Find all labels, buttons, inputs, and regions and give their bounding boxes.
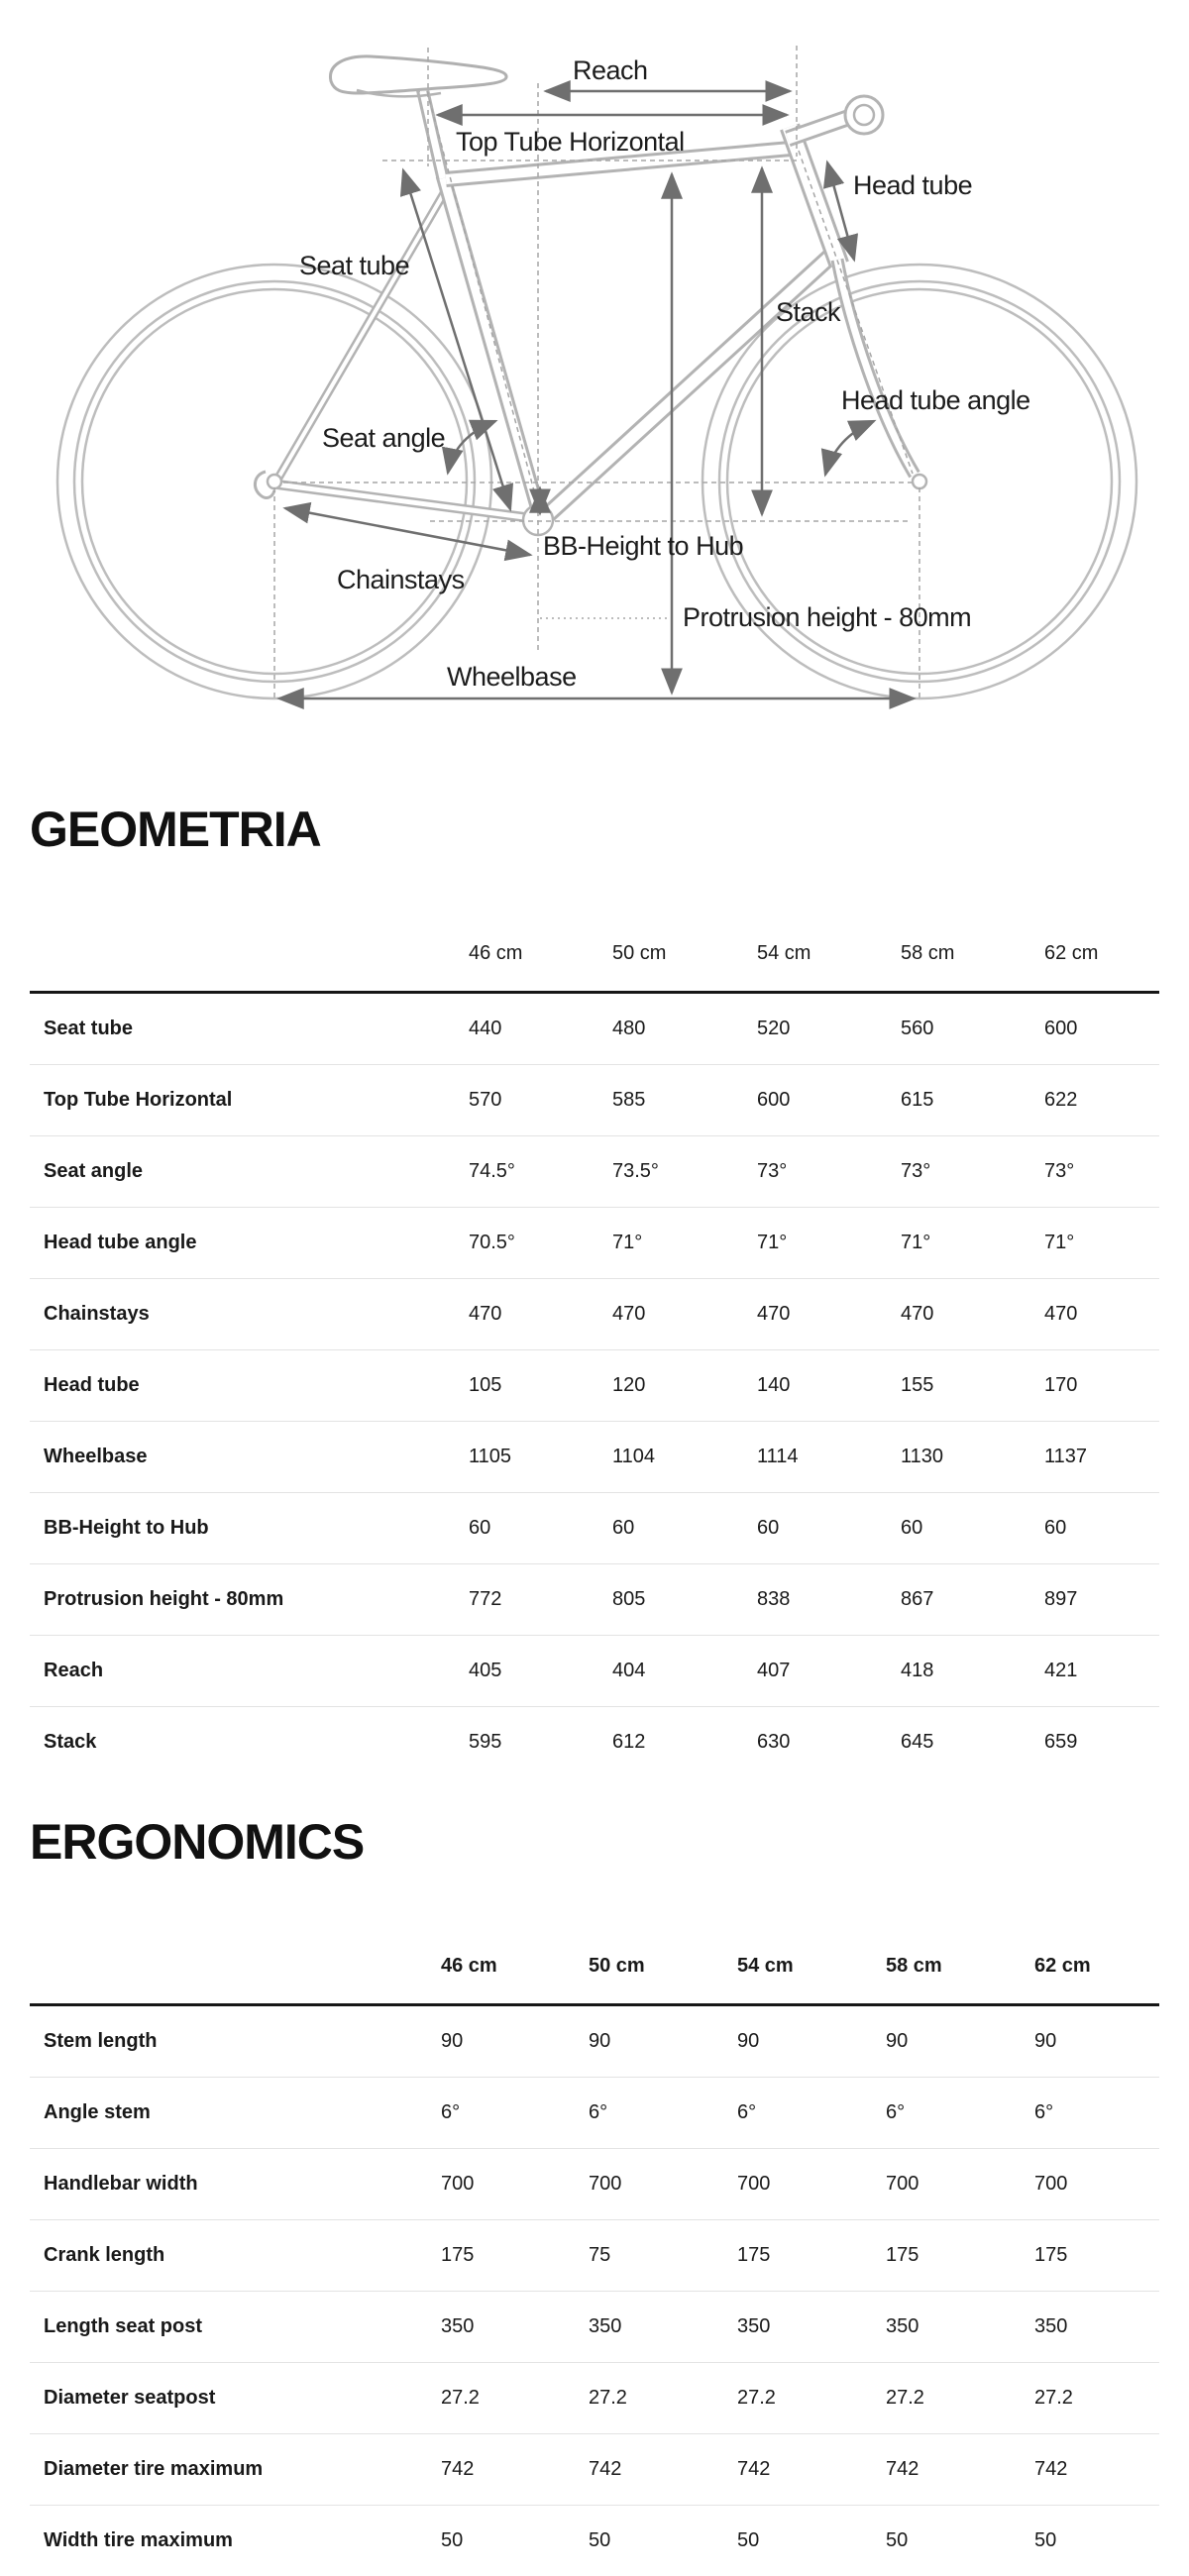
column-header: 54 cm [737,1873,886,2005]
table-row [30,1707,1159,1778]
table-row [30,1564,1159,1636]
cell-value: 585 [612,1065,757,1136]
row-label: Length seat post [30,2292,441,2363]
table-row [30,2149,1159,2220]
geometria-table [30,860,1159,1777]
cell-value: 600 [1044,993,1159,1065]
cell-value: 1104 [612,1422,757,1493]
cell-value: 700 [441,2149,589,2220]
cell-value: 659 [1044,1707,1159,1778]
row-label: Angle stem [30,2078,441,2149]
cell-value: 440 [469,993,612,1065]
table-row [30,1279,1159,1350]
cell-value: 595 [469,1707,612,1778]
cell-value: 73° [757,1136,901,1208]
cell-value: 612 [612,1707,757,1778]
label-top-tube: Top Tube Horizontal [456,127,685,157]
table-row [30,1065,1159,1136]
cell-value: 6° [441,2078,589,2149]
row-label: Handlebar width [30,2149,441,2220]
table-row [30,2078,1159,2149]
cell-value: 90 [737,2005,886,2078]
cell-value: 6° [589,2078,737,2149]
row-label: Head tube angle [30,1208,469,1279]
cell-value: 615 [901,1065,1044,1136]
table-row [30,1136,1159,1208]
row-label: Head tube [30,1350,469,1422]
row-label: Diameter seatpost [30,2363,441,2434]
cell-value: 470 [469,1279,612,1350]
row-label: Stem length [30,2005,441,2078]
cell-value: 520 [757,993,901,1065]
column-header: 50 cm [612,860,757,993]
row-label: Reach [30,1636,469,1707]
column-header-row [30,860,1159,993]
cell-value: 805 [612,1564,757,1636]
cell-value: 560 [901,993,1044,1065]
table-row [30,1350,1159,1422]
cell-value: 350 [886,2292,1034,2363]
cell-value: 60 [612,1493,757,1564]
cell-value: 600 [757,1065,901,1136]
cell-value: 350 [737,2292,886,2363]
table-row [30,2434,1159,2506]
cell-value: 470 [757,1279,901,1350]
table-row [30,2005,1159,2078]
cell-value: 27.2 [737,2363,886,2434]
cell-value: 175 [1034,2220,1159,2292]
label-chainstays: Chainstays [337,565,465,594]
column-header: 50 cm [589,1873,737,2005]
label-protrusion: Protrusion height - 80mm [683,602,971,632]
label-seat-angle: Seat angle [322,423,445,453]
table-row [30,1208,1159,1279]
front-hub [913,475,926,488]
cell-value: 470 [612,1279,757,1350]
ergonomics-table [30,1873,1159,2576]
row-label: Crank length [30,2220,441,2292]
cell-value: 570 [469,1065,612,1136]
cell-value: 90 [441,2005,589,2078]
cell-value: 27.2 [589,2363,737,2434]
cell-value: 418 [901,1636,1044,1707]
table-row [30,1493,1159,1564]
cell-value: 700 [886,2149,1034,2220]
cell-value: 742 [886,2434,1034,2506]
label-wheelbase: Wheelbase [447,662,577,692]
bike-diagram-svg [0,0,1189,763]
cell-value: 60 [469,1493,612,1564]
column-header: 62 cm [1044,860,1159,993]
cell-value: 120 [612,1350,757,1422]
column-header: 54 cm [757,860,901,993]
row-label: BB-Height to Hub [30,1493,469,1564]
cell-value: 50 [589,2506,737,2576]
column-header: 46 cm [469,860,612,993]
section-title-geometria: GEOMETRIA [30,799,1159,860]
row-label: Diameter tire maximum [30,2434,441,2506]
cell-value: 75 [589,2220,737,2292]
cell-value: 27.2 [441,2363,589,2434]
table-row [30,1422,1159,1493]
geometry-section [30,799,1159,1777]
cell-value: 73° [901,1136,1044,1208]
cell-value: 1130 [901,1422,1044,1493]
corner-cell [30,860,469,993]
cell-value: 105 [469,1350,612,1422]
cell-value: 742 [441,2434,589,2506]
cell-value: 60 [1044,1493,1159,1564]
column-header-row [30,1873,1159,2005]
cell-value: 838 [757,1564,901,1636]
ergonomics-section [30,1811,1159,2576]
cell-value: 350 [441,2292,589,2363]
corner-cell [30,1873,441,2005]
saddle [330,56,506,93]
cell-value: 175 [886,2220,1034,2292]
cell-value: 350 [1034,2292,1159,2363]
label-seat-tube: Seat tube [299,251,409,280]
cell-value: 407 [757,1636,901,1707]
cell-value: 71° [612,1208,757,1279]
cell-value: 630 [757,1707,901,1778]
cell-value: 60 [757,1493,901,1564]
cell-value: 50 [1034,2506,1159,2576]
table-row [30,1636,1159,1707]
cell-value: 1105 [469,1422,612,1493]
table-row [30,2220,1159,2292]
cell-value: 6° [737,2078,886,2149]
cell-value: 1114 [757,1422,901,1493]
label-stack: Stack [776,297,841,327]
cell-value: 742 [589,2434,737,2506]
table-row [30,2363,1159,2434]
column-header: 58 cm [901,860,1044,993]
table-row [30,2292,1159,2363]
cell-value: 1137 [1044,1422,1159,1493]
label-head-tube: Head tube [853,170,972,200]
cell-value: 50 [737,2506,886,2576]
cell-value: 480 [612,993,757,1065]
section-title-ergonomics: ERGONOMICS [30,1811,1159,1873]
cell-value: 175 [441,2220,589,2292]
cell-value: 470 [901,1279,1044,1350]
cell-value: 50 [441,2506,589,2576]
handlebar-inner [854,105,874,125]
row-label: Protrusion height - 80mm [30,1564,469,1636]
cell-value: 700 [737,2149,886,2220]
cell-value: 50 [886,2506,1034,2576]
cell-value: 405 [469,1636,612,1707]
cell-value: 772 [469,1564,612,1636]
cell-value: 90 [1034,2005,1159,2078]
column-header: 62 cm [1034,1873,1159,2005]
cell-value: 27.2 [1034,2363,1159,2434]
cell-value: 470 [1044,1279,1159,1350]
bike-geometry-diagram [0,0,1189,763]
cell-value: 700 [1034,2149,1159,2220]
row-label: Top Tube Horizontal [30,1065,469,1136]
cell-value: 73.5° [612,1136,757,1208]
row-label: Seat angle [30,1136,469,1208]
cell-value: 742 [1034,2434,1159,2506]
head-tube-angle-arc [825,421,874,475]
column-header: 58 cm [886,1873,1034,2005]
cell-value: 6° [886,2078,1034,2149]
row-label: Width tire maximum [30,2506,441,2576]
cell-value: 175 [737,2220,886,2292]
cell-value: 700 [589,2149,737,2220]
cell-value: 155 [901,1350,1044,1422]
cell-value: 90 [886,2005,1034,2078]
row-label: Wheelbase [30,1422,469,1493]
cell-value: 350 [589,2292,737,2363]
cell-value: 867 [901,1564,1044,1636]
table-row [30,2506,1159,2576]
cell-value: 6° [1034,2078,1159,2149]
cell-value: 140 [757,1350,901,1422]
cell-value: 622 [1044,1065,1159,1136]
row-label: Stack [30,1707,469,1778]
cell-value: 73° [1044,1136,1159,1208]
cell-value: 60 [901,1493,1044,1564]
cell-value: 90 [589,2005,737,2078]
row-label: Chainstays [30,1279,469,1350]
cell-value: 70.5° [469,1208,612,1279]
cell-value: 71° [757,1208,901,1279]
label-head-tube-angle: Head tube angle [841,385,1030,415]
rear-hub [268,475,281,488]
cell-value: 170 [1044,1350,1159,1422]
cell-value: 71° [901,1208,1044,1279]
cell-value: 71° [1044,1208,1159,1279]
cell-value: 645 [901,1707,1044,1778]
label-reach: Reach [573,55,648,85]
column-header: 46 cm [441,1873,589,2005]
cell-value: 742 [737,2434,886,2506]
label-bb-height: BB-Height to Hub [543,531,743,561]
cell-value: 421 [1044,1636,1159,1707]
row-label: Seat tube [30,993,469,1065]
cell-value: 27.2 [886,2363,1034,2434]
cell-value: 404 [612,1636,757,1707]
table-row [30,993,1159,1065]
cell-value: 74.5° [469,1136,612,1208]
cell-value: 897 [1044,1564,1159,1636]
